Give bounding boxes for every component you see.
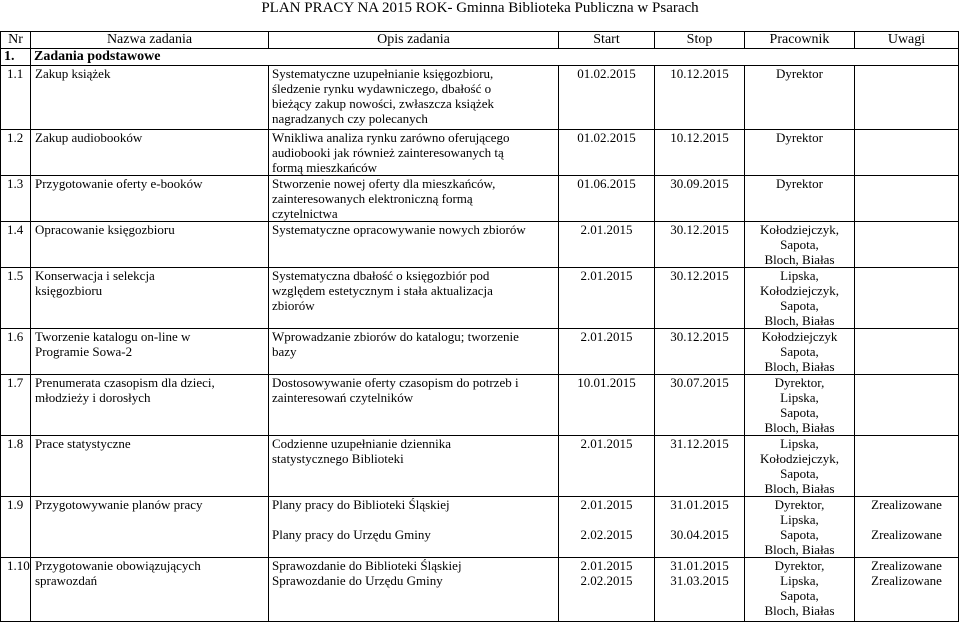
row-worker: Dyrektor: [745, 66, 855, 130]
row-name: Zakup audiobooków: [31, 130, 269, 176]
row-description: Systematyczne uzupełnianie księgozbioru, śledzenie rynku wydawniczego, dbałość o bieżący zakup nowości, zwłaszcza książek nagradzanych czy polecanych: [269, 66, 559, 130]
row-name: Przygotowanie oferty e-booków: [31, 176, 269, 222]
row-name: Zakup książek: [31, 66, 269, 130]
row-description: Wprowadzanie zbiorów do katalogu; tworzenie bazy: [269, 329, 559, 375]
row-nr: 1.10: [1, 558, 31, 622]
row-name: Przygotowanie obowiązujących sprawozdań: [31, 558, 269, 622]
row-stop-date: 30.12.2015: [655, 329, 745, 375]
header-nr: Nr: [1, 32, 31, 49]
row-nr: 1.5: [1, 268, 31, 329]
row-description: Wnikliwa analiza rynku zarówno oferującego audiobooki jak również zainteresowanych tą formą mieszkańców: [269, 130, 559, 176]
header-notes: Uwagi: [855, 32, 959, 49]
table-row: [1, 375, 959, 436]
row-worker: Lipska, Kołodziejczyk, Sapota, Bloch, Białas: [745, 268, 855, 329]
row-notes: [855, 329, 959, 375]
row-worker: Dyrektor, Lipska, Sapota, Bloch, Białas: [745, 558, 855, 622]
section-row: [1, 49, 959, 66]
row-description: Dostosowywanie oferty czasopism do potrzeb i zainteresowań czytelników: [269, 375, 559, 436]
row-nr: 1.7: [1, 375, 31, 436]
row-name: Prace statystyczne: [31, 436, 269, 497]
row-stop-date: 30.12.2015: [655, 222, 745, 268]
header-desc: Opis zadania: [269, 32, 559, 49]
row-stop-date: 30.09.2015: [655, 176, 745, 222]
row-nr: 1.2: [1, 130, 31, 176]
row-start-date: 2.01.2015: [559, 329, 655, 375]
row-nr: 1.6: [1, 329, 31, 375]
row-name: Przygotowywanie planów pracy: [31, 497, 269, 558]
row-notes: [855, 66, 959, 130]
row-name: Prenumerata czasopism dla dzieci, młodzieży i dorosłych: [31, 375, 269, 436]
row-description: Systematyczna dbałość o księgozbiór pod względem estetycznym i stała aktualizacja zbiorów: [269, 268, 559, 329]
row-name: Tworzenie katalogu on-line w Programie Sowa-2: [31, 329, 269, 375]
table-row: [1, 268, 959, 329]
row-description: Stworzenie nowej oferty dla mieszkańców, zainteresowanych elektroniczną formą czytelnictwa: [269, 176, 559, 222]
row-stop-date: 10.12.2015: [655, 130, 745, 176]
section-nr: 1.: [1, 49, 31, 66]
table-row: [1, 329, 959, 375]
row-notes: [855, 222, 959, 268]
row-start-date: 2.01.2015 2.02.2015: [559, 497, 655, 558]
row-worker: Dyrektor: [745, 130, 855, 176]
row-description: Plany pracy do Biblioteki Śląskiej Plany pracy do Urzędu Gminy: [269, 497, 559, 558]
row-notes: [855, 268, 959, 329]
row-start-date: 01.06.2015: [559, 176, 655, 222]
row-notes: Zrealizowane Zrealizowane: [855, 558, 959, 622]
header-start: Start: [559, 32, 655, 49]
row-worker: Lipska, Kołodziejczyk, Sapota, Bloch, Białas: [745, 436, 855, 497]
row-notes: Zrealizowane Zrealizowane: [855, 497, 959, 558]
row-stop-date: 30.07.2015: [655, 375, 745, 436]
header-name: Nazwa zadania: [31, 32, 269, 49]
row-worker: Dyrektor, Lipska, Sapota, Bloch, Białas: [745, 375, 855, 436]
row-nr: 1.9: [1, 497, 31, 558]
row-start-date: 01.02.2015: [559, 66, 655, 130]
row-start-date: 2.01.2015: [559, 222, 655, 268]
table-row: [1, 497, 959, 558]
row-description: Systematyczne opracowywanie nowych zbiorów: [269, 222, 559, 268]
row-notes: [855, 375, 959, 436]
row-start-date: 01.02.2015: [559, 130, 655, 176]
row-stop-date: 30.12.2015: [655, 268, 745, 329]
table-row: [1, 176, 959, 222]
table-row: [1, 130, 959, 176]
table-row: [1, 558, 959, 622]
row-notes: [855, 130, 959, 176]
table-row: [1, 222, 959, 268]
row-start-date: 2.01.2015: [559, 268, 655, 329]
row-description: Sprawozdanie do Biblioteki Śląskiej Sprawozdanie do Urzędu Gminy: [269, 558, 559, 622]
row-nr: 1.3: [1, 176, 31, 222]
row-name: Opracowanie księgozbioru: [31, 222, 269, 268]
row-worker: Dyrektor, Lipska, Sapota, Bloch, Białas: [745, 497, 855, 558]
table-row: [1, 436, 959, 497]
table-row: [1, 66, 959, 130]
header-worker: Pracownik: [745, 32, 855, 49]
row-worker: Kołodziejczyk, Sapota, Bloch, Białas: [745, 222, 855, 268]
row-nr: 1.1: [1, 66, 31, 130]
row-name: Konserwacja i selekcja księgozbioru: [31, 268, 269, 329]
row-nr: 1.4: [1, 222, 31, 268]
row-start-date: 10.01.2015: [559, 375, 655, 436]
row-start-date: 2.01.2015: [559, 436, 655, 497]
row-worker: Kołodziejczyk Sapota, Bloch, Białas: [745, 329, 855, 375]
row-stop-date: 31.12.2015: [655, 436, 745, 497]
header-stop: Stop: [655, 32, 745, 49]
row-start-date: 2.01.2015 2.02.2015: [559, 558, 655, 622]
row-worker: Dyrektor: [745, 176, 855, 222]
work-plan-table: [0, 31, 959, 622]
row-stop-date: 10.12.2015: [655, 66, 745, 130]
row-stop-date: 31.01.2015 31.03.2015: [655, 558, 745, 622]
row-notes: [855, 176, 959, 222]
table-header-row: [1, 32, 959, 49]
page-title: PLAN PRACY NA 2015 ROK- Gminna Biblioteka Publiczna w Psarach: [261, 0, 699, 16]
section-label: Zadania podstawowe: [31, 49, 959, 66]
row-notes: [855, 436, 959, 497]
row-stop-date: 31.01.2015 30.04.2015: [655, 497, 745, 558]
row-description: Codzienne uzupełnianie dziennika statystycznego Biblioteki: [269, 436, 559, 497]
row-nr: 1.8: [1, 436, 31, 497]
